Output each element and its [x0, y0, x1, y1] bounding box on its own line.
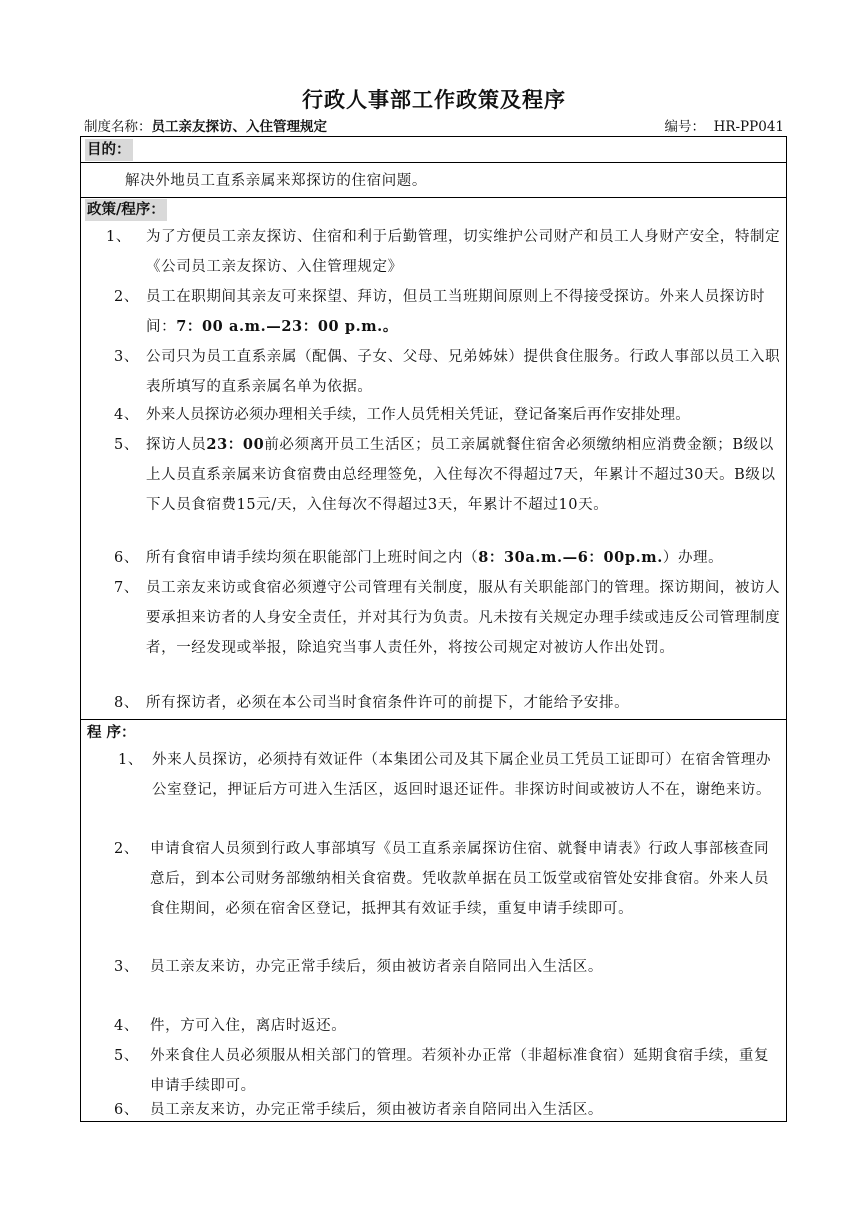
procedure-item [118, 745, 784, 835]
policy-item [114, 342, 784, 402]
item-number: 5、 [114, 1048, 139, 1064]
item-number: 6、 [114, 1102, 139, 1118]
procedure-item [114, 1011, 784, 1041]
item-text-part: 探访人员 [146, 437, 207, 453]
item-number: 4、 [114, 407, 139, 423]
item-text [146, 430, 784, 520]
procedure-item [114, 952, 784, 982]
item-number: 2、 [114, 841, 139, 857]
document-number-label: 编号： [664, 119, 705, 135]
policy-name-label: 制度名称： [84, 119, 152, 135]
item-number: 5、 [114, 437, 139, 453]
document-title: 行政人事部工作政策及程序 [302, 87, 566, 112]
policy-item [114, 430, 784, 550]
policy-item [106, 222, 784, 282]
policy-item [114, 688, 784, 718]
item-text: 件，方可入住，离店时返还。 [150, 1018, 347, 1034]
policy-label: 政策/程序： [85, 199, 167, 221]
item-text: 员工亲友来访或食宿必须遵守公司管理有关制度，服从有关职能部门的管理。探访期间，被访人要承担来访者的人身安全责任，并对其行为负责。凡未按有关规定办理手续或违反公司管理制度者，一经发现或举报，除追究当事人责任外，将按公司规定对被访人作出处罚。 [146, 580, 781, 656]
item-text: 外来食住人员必须服从相关部门的管理。若须补办正常（非超标准食宿）延期食宿手续，重复申请手续即可。 [150, 1048, 770, 1094]
item-text: 外来人员探访必须办理相关手续，工作人员凭相关凭证，登记备案后再作安排处理。 [146, 407, 690, 423]
document-number [664, 117, 784, 137]
procedure-label: 程 序： [87, 724, 136, 741]
procedure-item [114, 1041, 784, 1101]
item-text-part: 所有食宿申请手续均须在职能部门上班时间之内（ [146, 550, 479, 566]
procedure-item [114, 834, 784, 954]
policy-item [114, 282, 784, 342]
item-text-part: 前必须离开员工生活区；员工亲属就餐住宿舍必须缴纳相应消费金额；B级以上人员直系亲属来访食宿费由总经理签免，入住每次不得超过7天，年累计不超过30天。B级以下人员食宿费15元/天，入住每次不得超过3天，年累计不超过10天。 [146, 437, 776, 513]
item-number: 7、 [114, 580, 139, 596]
item-text-bold: 7：00 a.m.—23：00 p.m.。 [176, 318, 398, 335]
policy-item [114, 400, 788, 430]
item-number: 4、 [114, 1018, 139, 1034]
item-text: 为了方便员工亲友探访、住宿和利于后勤管理，切实维护公司财产和员工人身财产安全，特制定《公司员工亲友探访、入住管理规定》 [146, 229, 781, 275]
item-text-bold: 23：00 [206, 436, 265, 453]
item-text-part: 员工在职期间其亲友可来探望、拜访，但员工当班期间原则上不得接受探访。外来人员探访时间： [146, 289, 766, 335]
policy-item [114, 573, 784, 693]
item-number: 3、 [114, 959, 139, 975]
item-number: 2、 [114, 289, 139, 305]
item-number: 3、 [114, 349, 139, 365]
divider [81, 197, 786, 198]
policy-name-value: 员工亲友探访、入住管理规定 [151, 119, 327, 135]
item-number: 1、 [106, 229, 131, 245]
policy-item [114, 543, 784, 573]
policy-name [84, 117, 327, 137]
item-number: 6、 [114, 550, 139, 566]
item-text [146, 543, 784, 573]
divider [81, 162, 786, 163]
item-text-part: ）办理。 [662, 550, 724, 566]
divider [81, 719, 786, 720]
item-text: 员工亲友来访，办完正常手续后，须由被访者亲自陪同出入生活区。 [150, 1102, 603, 1118]
document-meta-row [84, 117, 784, 137]
item-text: 所有探访者，必须在本公司当时食宿条件许可的前提下，才能给予安排。 [146, 695, 630, 711]
item-number: 8、 [114, 695, 139, 711]
policy-table [80, 136, 787, 1122]
item-text: 申请食宿人员须到行政人事部填写《员工直系亲属探访住宿、就餐申请表》行政人事部核查同意后，到本公司财务部缴纳相关食宿费。凭收款单据在员工饭堂或宿管处安排食宿。外来人员食住期间，必须在宿舍区登记，抵押其有效证手续，重复申请手续即可。 [150, 841, 770, 917]
purpose-label: 目的： [85, 139, 133, 161]
procedure-item [114, 1095, 784, 1125]
item-text: 公司只为员工直系亲属（配偶、子女、父母、兄弟姊妹）提供食住服务。行政人事部以员工入职表所填写的直系亲属名单为依据。 [146, 349, 781, 395]
purpose-text: 解决外地员工直系亲属来郑探访的住宿问题。 [125, 173, 427, 189]
item-text [146, 282, 784, 342]
item-text-bold: 8：30a.m.—6：00p.m. [478, 549, 663, 566]
item-text: 员工亲友来访，办完正常手续后，须由被访者亲自陪同出入生活区。 [150, 959, 603, 975]
item-text: 外来人员探访，必须持有效证件（本集团公司及其下属企业员工凭员工证即可）在宿舍管理办公室登记，押证后方可进入生活区，返回时退还证件。非探访时间或被访人不在，谢绝来访。 [152, 752, 772, 798]
item-number: 1、 [118, 752, 143, 768]
document-number-value: HR-PP041 [713, 119, 784, 135]
